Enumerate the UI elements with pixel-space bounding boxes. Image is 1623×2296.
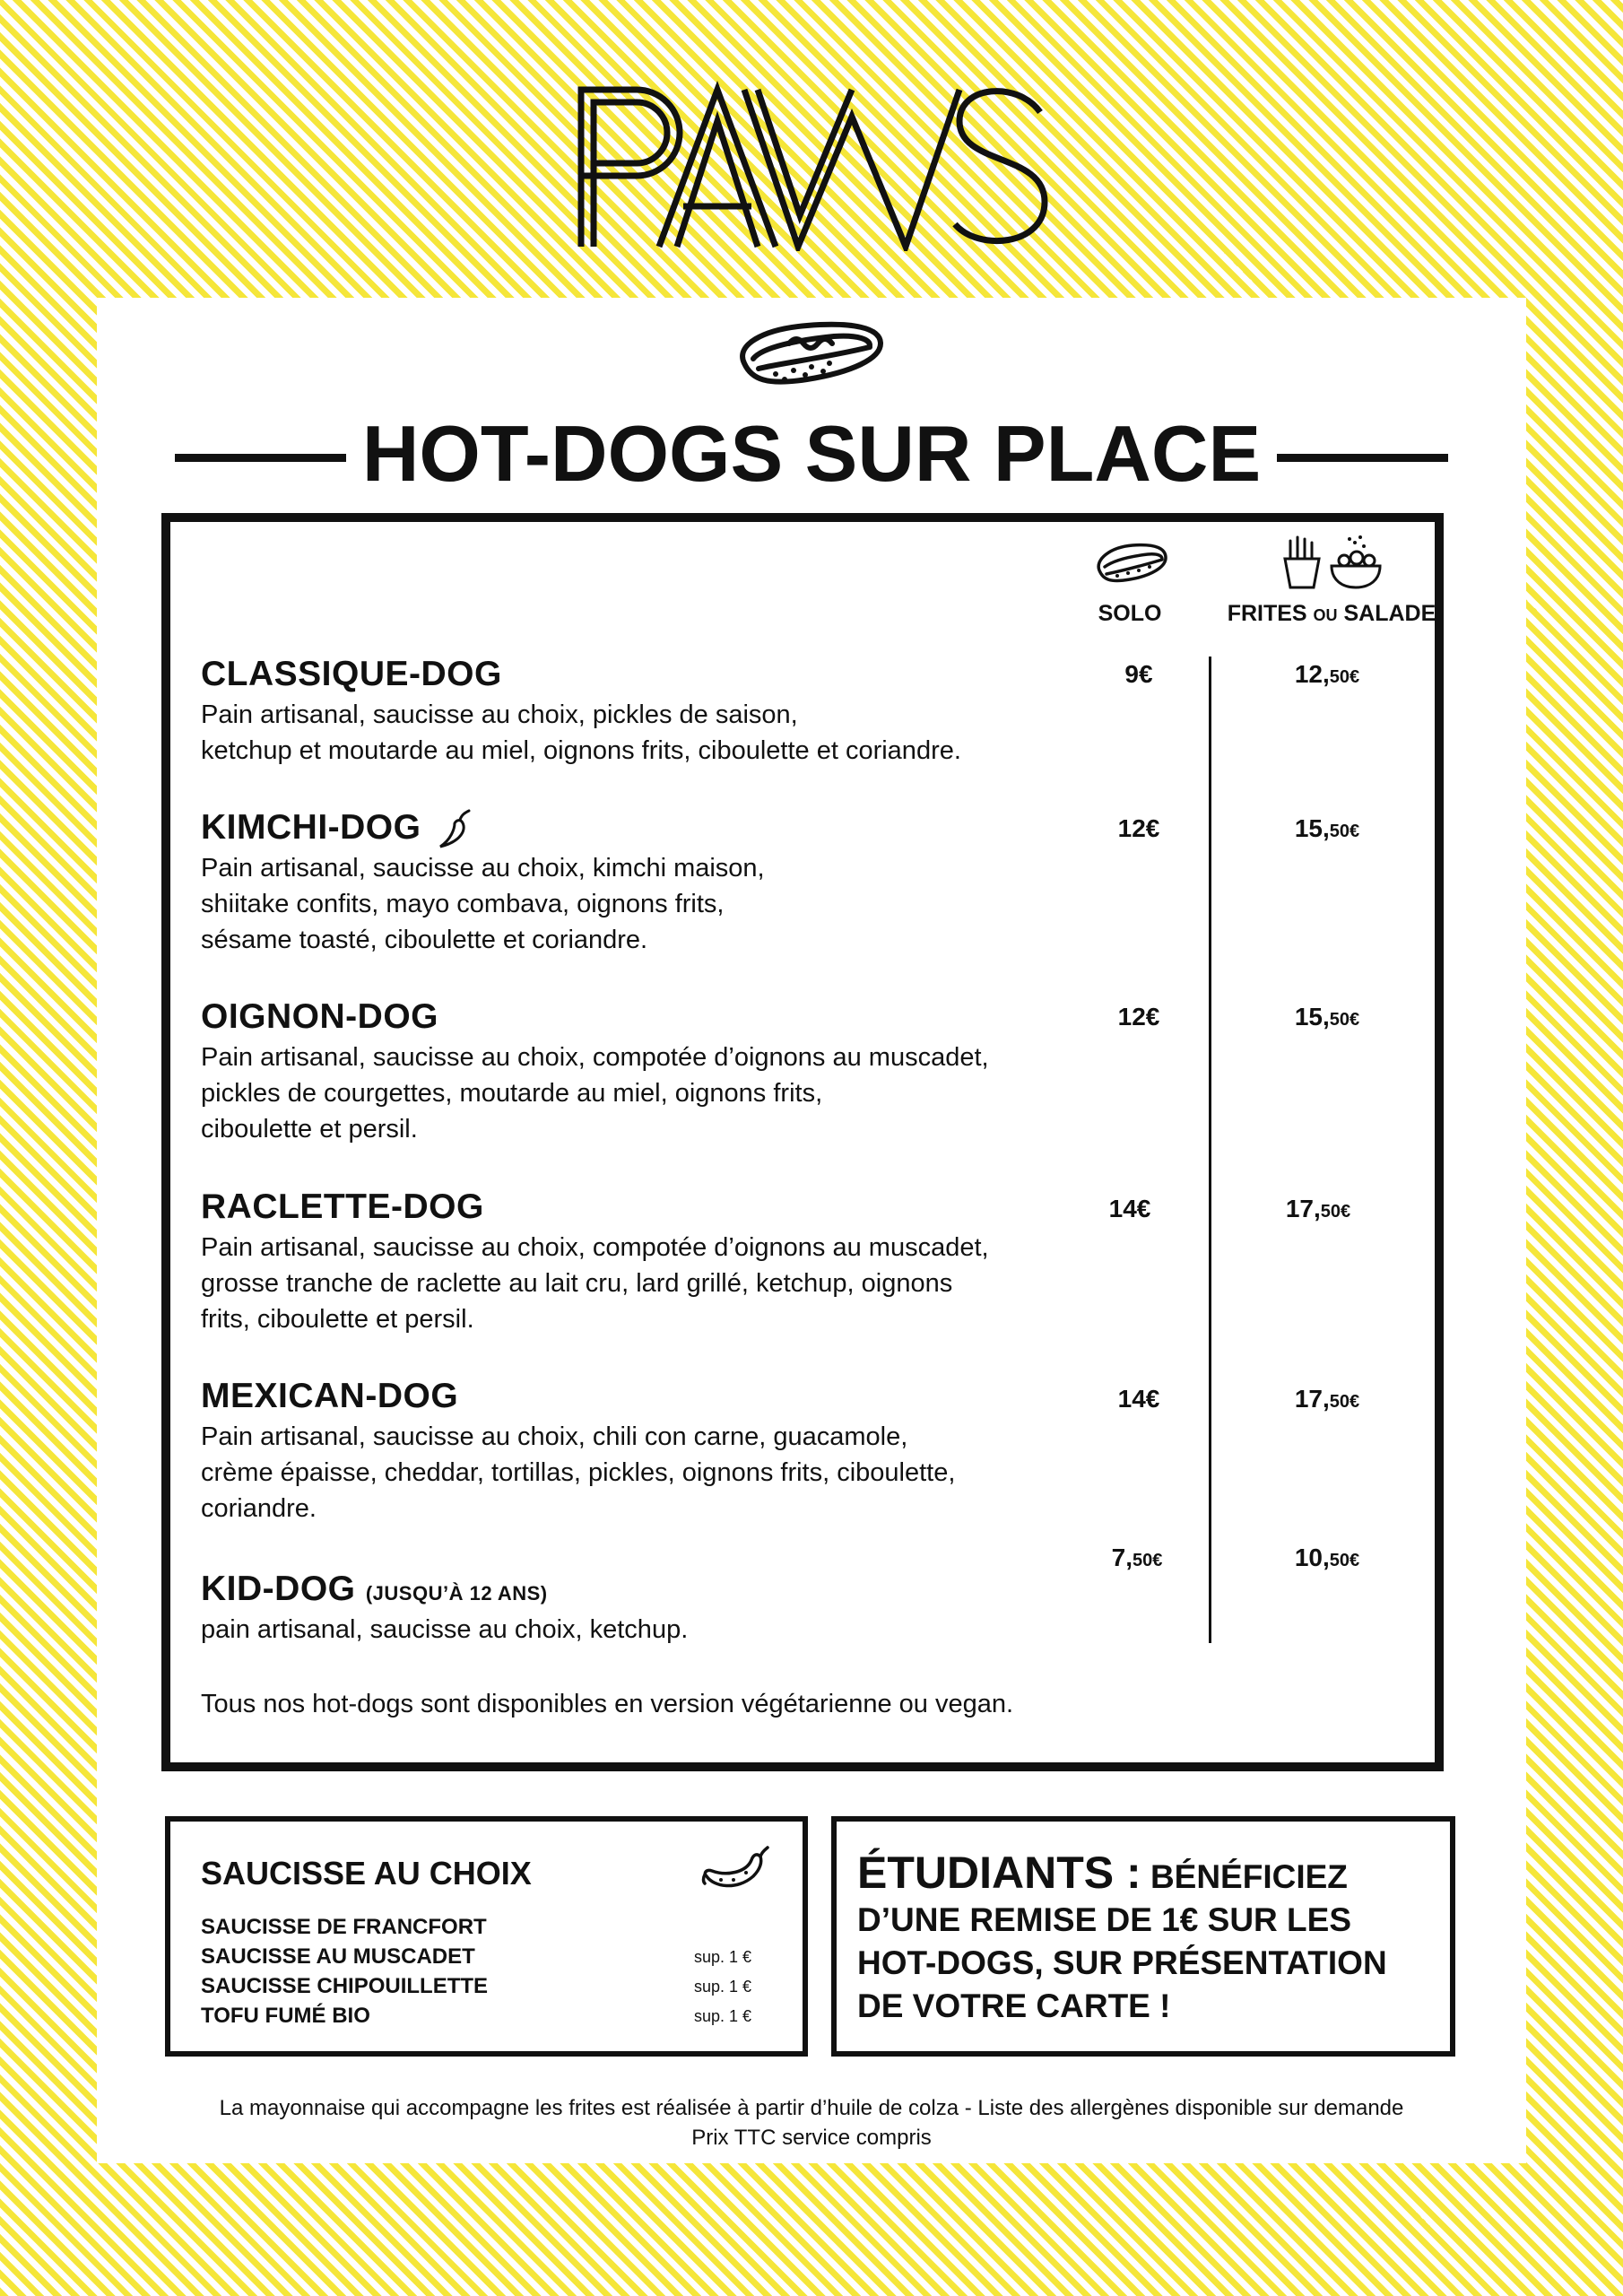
student-line: BÉNÉFICIEZ xyxy=(1150,1858,1348,1895)
price-cents: 50€ xyxy=(1329,1551,1360,1570)
desc-line: shiitake confits, mayo combava, oignons frits, xyxy=(201,890,725,918)
sausage-icon xyxy=(701,1846,771,1898)
item-note: (JUSQU’À 12 ANS) xyxy=(365,1582,548,1605)
item-name: OIGNON-DOG xyxy=(201,997,438,1036)
price-cents: 50€ xyxy=(1320,1202,1351,1222)
price-main: 12€ xyxy=(1117,1003,1160,1031)
sausage-supplement: sup. 1 € xyxy=(694,1948,752,1966)
price-solo xyxy=(1076,814,1202,843)
price-main: 15, xyxy=(1294,1003,1330,1031)
sausage-supplement: sup. 1 € xyxy=(694,2007,752,2025)
desc-line: Pain artisanal, saucisse au choix, chili con carne, guacamole, xyxy=(201,1422,908,1451)
desc-line: frits, ciboulette et persil. xyxy=(201,1305,474,1334)
desc-line: ciboulette et persil. xyxy=(201,1115,418,1144)
price-cents: 50€ xyxy=(1329,667,1360,687)
price-main: 7, xyxy=(1111,1544,1133,1571)
student-line: D’UNE REMISE DE 1€ SUR LES xyxy=(857,1901,1352,1938)
sausage-option: SAUCISSE CHIPOUILLETTE xyxy=(201,1974,489,1998)
desc-line: crème épaisse, cheddar, tortillas, pickles, oignons frits, ciboulette, xyxy=(201,1458,956,1487)
page-title: HOT-DOGS SUR PLACE xyxy=(346,409,1277,498)
price-solo xyxy=(1076,660,1202,689)
desc-line: pickles de courgettes, moutarde au miel, oignons frits, xyxy=(201,1079,823,1108)
price-main: 17, xyxy=(1285,1195,1321,1222)
item-name: MEXICAN-DOG xyxy=(201,1377,459,1415)
student-offer xyxy=(857,1848,1431,2028)
item-desc xyxy=(201,850,1098,958)
price-solo xyxy=(1076,1003,1202,1031)
section-title xyxy=(175,411,1448,497)
hotdog-icon xyxy=(726,309,888,395)
student-line: DE VOTRE CARTE ! xyxy=(857,1987,1171,2024)
desc-line: grosse tranche de raclette au lait cru, lard grillé, ketchup, oignons xyxy=(201,1269,953,1298)
price-cents: 50€ xyxy=(1329,822,1360,841)
footer-prices: Prix TTC service compris xyxy=(691,2126,932,2150)
price-cents: 50€ xyxy=(1329,1392,1360,1412)
price-combo xyxy=(1264,1385,1390,1413)
item-desc xyxy=(201,1612,1098,1648)
fries-salad-icon xyxy=(1278,534,1385,591)
solo-column-header: SOLO xyxy=(1098,601,1162,626)
desc-line: Pain artisanal, saucisse au choix, compotée d’oignons au muscadet, xyxy=(201,1043,989,1072)
item-name: CLASSIQUE-DOG xyxy=(201,655,502,693)
price-main: 12€ xyxy=(1117,814,1160,842)
price-solo xyxy=(1076,1385,1202,1413)
salade-label: SALADE xyxy=(1343,601,1436,626)
item-name-text: KID-DOG xyxy=(201,1570,356,1608)
sausage-title: SAUCISSE AU CHOIX xyxy=(201,1855,532,1892)
hotdog-icon xyxy=(1092,536,1169,590)
student-line: HOT-DOGS, SUR PRÉSENTATION xyxy=(857,1944,1387,1981)
price-combo xyxy=(1264,1003,1390,1031)
price-main: 10, xyxy=(1294,1544,1330,1571)
price-combo xyxy=(1264,660,1390,689)
price-main: 9€ xyxy=(1124,660,1153,688)
price-main: 14€ xyxy=(1108,1195,1151,1222)
item-name xyxy=(201,1569,548,1614)
sausage-option: SAUCISSE AU MUSCADET xyxy=(201,1944,475,1969)
desc-line: pain artisanal, saucisse au choix, ketchup. xyxy=(201,1615,689,1644)
item-desc xyxy=(201,1039,1098,1147)
price-main: 12, xyxy=(1294,660,1330,688)
sausage-supplement: sup. 1 € xyxy=(694,1978,752,1996)
price-main: 17, xyxy=(1294,1385,1330,1413)
column-divider xyxy=(1209,657,1211,1643)
ou-label: OU xyxy=(1313,606,1338,624)
item-desc xyxy=(201,1419,1098,1526)
price-combo xyxy=(1255,1195,1381,1223)
vegetarian-note: Tous nos hot-dogs sont disponibles en version végétarienne ou vegan. xyxy=(201,1690,1014,1718)
desc-line: coriandre. xyxy=(201,1494,317,1523)
desc-line: sésame toasté, ciboulette et coriandre. xyxy=(201,926,648,954)
desc-line: Pain artisanal, saucisse au choix, kimchi maison, xyxy=(201,854,765,883)
item-name: RACLETTE-DOG xyxy=(201,1187,484,1226)
paws-logo xyxy=(574,81,1058,251)
price-cents: 50€ xyxy=(1132,1551,1163,1570)
item-name xyxy=(201,807,474,850)
sausage-option: SAUCISSE DE FRANCFORT xyxy=(201,1915,487,1939)
price-solo xyxy=(1074,1544,1200,1572)
desc-line: Pain artisanal, saucisse au choix, pickles de saison, xyxy=(201,700,798,729)
frites-label: FRITES xyxy=(1227,601,1307,626)
sausage-option: TOFU FUMÉ BIO xyxy=(201,2004,370,2028)
price-main: 15, xyxy=(1294,814,1330,842)
chili-pepper-icon xyxy=(435,809,474,850)
price-cents: 50€ xyxy=(1329,1010,1360,1030)
price-solo xyxy=(1067,1195,1193,1223)
desc-line: ketchup et moutarde au miel, oignons frits, ciboulette et coriandre. xyxy=(201,736,961,765)
item-desc xyxy=(201,1230,1098,1337)
price-combo xyxy=(1264,1544,1390,1572)
footer-allergens: La mayonnaise qui accompagne les frites est réalisée à partir d’huile de colza - Liste des allergènes disponible sur demande xyxy=(219,2096,1404,2120)
item-name-text: KIMCHI-DOG xyxy=(201,808,421,847)
price-combo xyxy=(1264,814,1390,843)
student-lead: ÉTUDIANTS : xyxy=(857,1848,1141,1898)
frites-salade-column-header xyxy=(1219,601,1444,627)
item-desc xyxy=(201,697,1098,769)
desc-line: Pain artisanal, saucisse au choix, compotée d’oignons au muscadet, xyxy=(201,1233,989,1262)
price-main: 14€ xyxy=(1117,1385,1160,1413)
